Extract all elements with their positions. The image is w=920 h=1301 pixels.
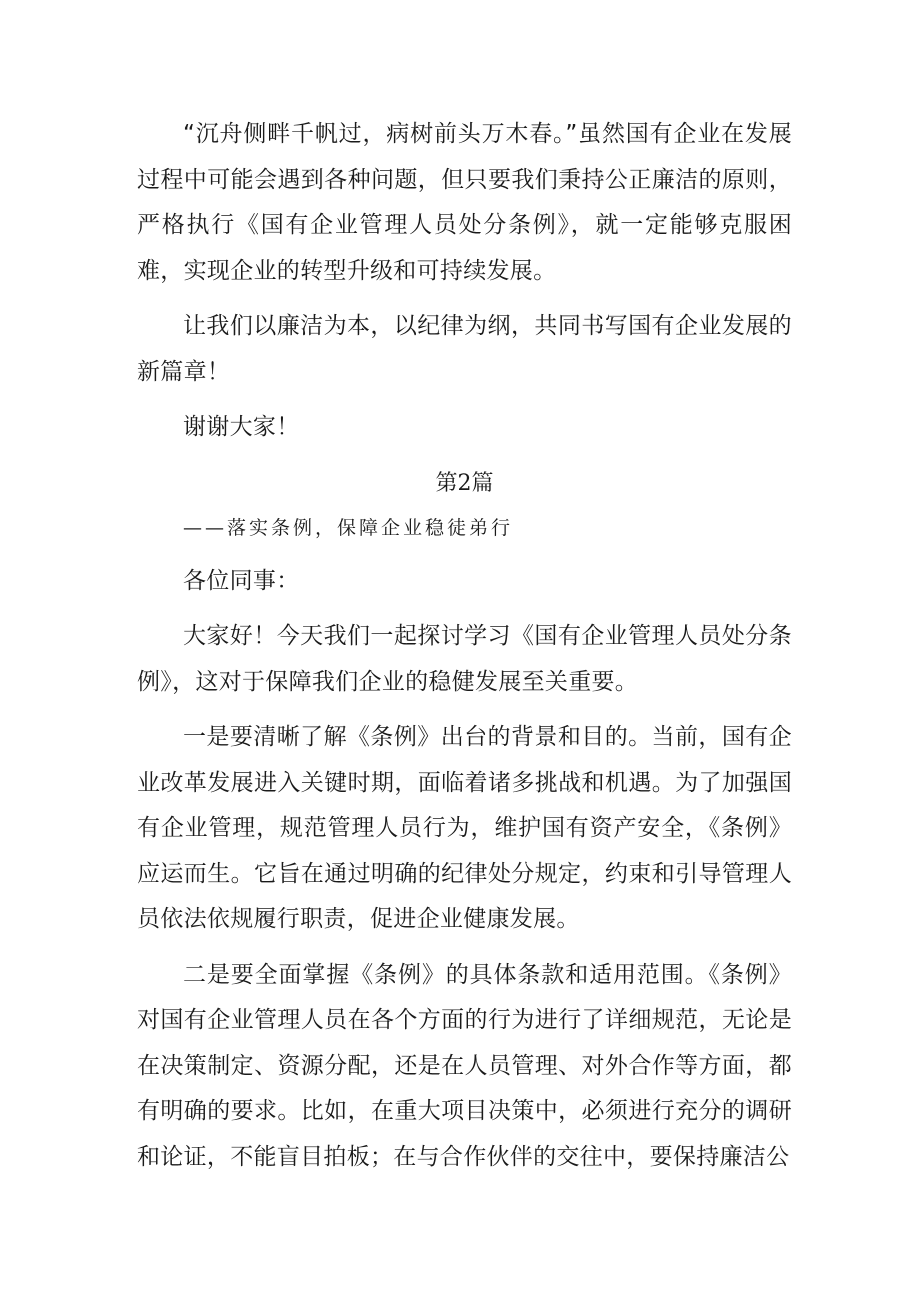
section-heading: 第2篇 xyxy=(435,470,494,496)
paragraph-salutation: 各位同事： xyxy=(183,567,300,594)
paragraph-quote-conclusion: “沉舟侧畔千帆过，病树前头万木春。”虽然国有企业在发展过程中可能会遇到各种问题，但只要我们秉持公正廉洁的原则，严格执行《国有企业管理人员处分条例》，就一定能够克服困难，实现企业的转型升级和可持续发展。 xyxy=(137,121,792,284)
paragraph-point-two: 二是要全面掌握《条例》的具体条款和适用范围。《条例》对国有企业管理人员在各个方面的行为进行了详细规范，无论是在决策制定、资源分配，还是在人员管理、对外合作等方面，都有明确的要求。比如，在重大项目决策中，必须进行充分的调研和论证，不能盲目拍板；在与合作伙伴的交往中，要保持廉洁公 xyxy=(137,961,792,1170)
section-subtitle: ——落实条例，保障企业稳徒弟行 xyxy=(183,516,514,539)
paragraph-greeting: 大家好！今天我们一起探讨学习《国有企业管理人员处分条例》，这对于保障我们企业的稳健发展至关重要。 xyxy=(137,623,792,695)
paragraph-thanks: 谢谢大家！ xyxy=(183,414,300,440)
paragraph-point-one: 一是要清晰了解《条例》出台的背景和目的。当前，国有企业改革发展进入关键时期，面临着诸多挑战和机遇。为了加强国有企业管理，规范管理人员行为，维护国有资产安全，《条例》应运而生。它旨在通过明确的纪律处分规定，约束和引导管理人员依法依规履行职责，促进企业健康发展。 xyxy=(137,724,792,932)
paragraph-call-to-action: 让我们以廉洁为本，以纪律为纲，共同书写国有企业发展的新篇章！ xyxy=(137,313,792,385)
document-body xyxy=(137,112,792,1190)
